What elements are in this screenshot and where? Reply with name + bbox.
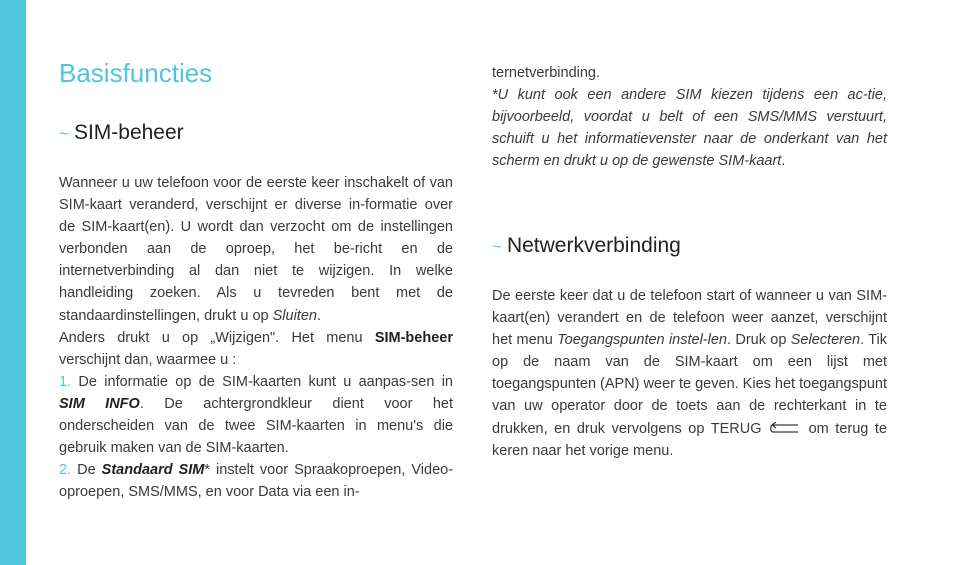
term-sluiten: Sluiten	[272, 307, 317, 324]
accent-side-bar	[0, 0, 26, 565]
intro-paragraph: Wanneer u uw telefoon voor de eerste keer inschakelt of van SIM-kaart veranderd, verschijnt er diverse in-formatie over de SIM-kaart(en). U wordt dan verzocht om de instellingen verbonden aan de oproep, het be-richt en de internetverbinding al dan niet te wijzigen. In welke handleiding zoeken. Als u tevreden bent met de standaardinstellingen, drukt u op Sluiten.	[59, 175, 453, 324]
list-number-2: 2.	[59, 462, 72, 479]
footnote: *U kunt ook een andere SIM kiezen tijdens een ac-tie, bijvoorbeeld, voordat u belt of een SMS/MMS verstuurt, schuift u het informatievenster naar de onderkant van het scherm en drukt u op de gewenste SIM-kaart.	[492, 87, 887, 170]
heading-tilde: ~	[492, 237, 502, 256]
list-item-2: 2. De Standaard SIM* instelt voor Spraakoproepen, Video-oproepen, SMS/MMS, en voor Data via een in-	[59, 462, 454, 501]
term-sim-beheer: SIM-beheer	[374, 329, 453, 346]
netwerk-paragraph: De eerste keer dat u de telefoon start of wanneer u van SIM-kaart(en) verandert en de telefoon weer aanzet, verschijnt het menu Toegangspunten instel-len. Druk op Selecteren. Tik op de naam van de SIM-kaart om een lijst met toegangspunten (APN) weer te geven. Kies het toegangspunt van uw operator door de toets aan de rechterkant in te drukken, en druk vervolgens op TERUG om terug te keren naar het vorige menu.	[492, 288, 887, 459]
page-title: Basisfuncties	[59, 58, 213, 88]
continuation-block	[492, 62, 887, 172]
term-sim-info: SIM INFO	[59, 395, 140, 412]
anders-paragraph: Anders drukt u op „Wijzigen". Het menu SIM-beheer verschijnt dan, waarmee u :	[59, 329, 453, 368]
term-selecteren: Selecteren	[790, 332, 861, 349]
section-heading-sim-beheer	[59, 121, 184, 145]
term-toegangspunten: Toegangspunten instel-len	[557, 332, 727, 349]
term-standaard-sim: Standaard SIM	[101, 462, 205, 479]
continuation-text: ternetverbinding.	[492, 65, 601, 81]
list-item-1: 1. De informatie op de SIM-kaarten kunt u aanpas-sen in SIM INFO. De achtergrondkleur dient voor het onderscheiden van de twee SIM-kaarten in menu's die gebruik maken van de SIM-kaarten.	[59, 373, 454, 457]
sim-beheer-body	[59, 172, 453, 503]
section-heading-netwerkverbinding	[492, 234, 681, 258]
netwerk-body	[492, 285, 887, 462]
back-arrow-icon	[769, 419, 801, 431]
heading-tilde: ~	[59, 124, 69, 143]
heading-text: SIM-beheer	[73, 121, 184, 144]
list-number-1: 1.	[59, 373, 72, 390]
heading-text: Netwerkverbinding	[506, 234, 681, 257]
